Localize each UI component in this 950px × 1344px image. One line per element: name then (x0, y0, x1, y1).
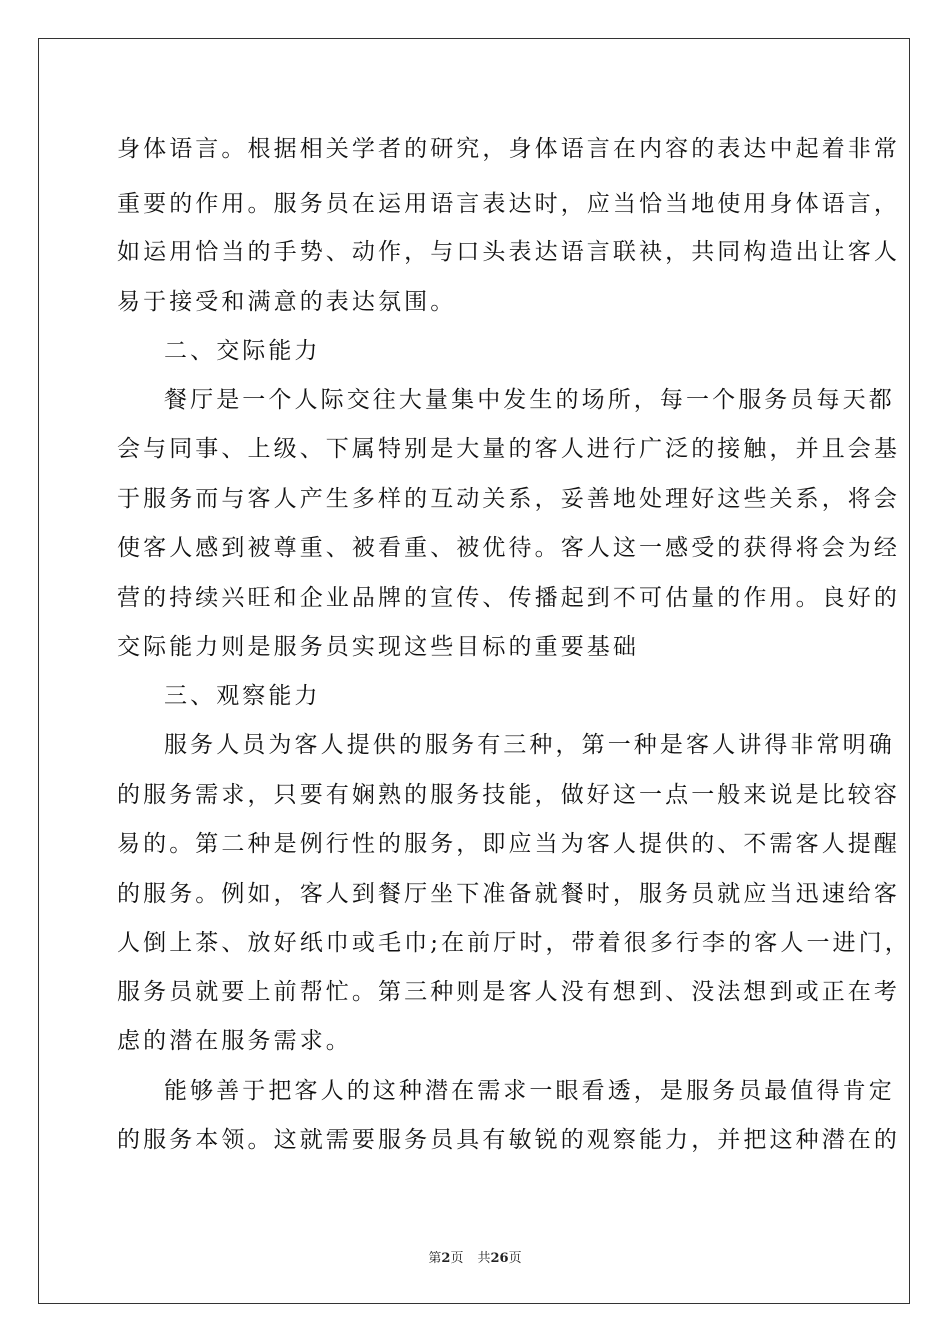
paragraph-line: 能够善于把客人的这种潜在需求一眼看透，是服务员最值得肯定 (164, 1078, 895, 1104)
paragraph-line: 人倒上茶、放好纸巾或毛巾;在前厅时，带着很多行李的客人一进门， (117, 930, 911, 956)
paragraph-line: 易的。第二种是例行性的服务，即应当为客人提供的、不需客人提醒 (117, 831, 900, 857)
paragraph-line: 于服务而与客人产生多样的互动关系，妥善地处理好这些关系，将会 (117, 486, 900, 512)
paragraph-line: 的服务。例如，客人到餐厅坐下准备就餐时，服务员就应当迅速给客 (117, 881, 900, 907)
paragraph-line: 使客人感到被尊重、被看重、被优待。客人这一感受的获得将会为经 (117, 535, 900, 561)
footer-total-number: 26 (490, 1251, 509, 1266)
footer-total-suffix: 页 (508, 1251, 522, 1266)
paragraph-line: 的服务需求，只要有娴熟的服务技能，做好这一点一般来说是比较容 (117, 782, 900, 808)
footer-total-prefix: 共 (477, 1251, 491, 1266)
section-heading-observation: 三、观察能力 (164, 683, 321, 709)
paragraph-line: 身体语言。根据相关学者的研究，身体语言在内容的表达中起着非常 (117, 136, 900, 162)
paragraph-line: 重要的作用。服务员在运用语言表达时，应当恰当地使用身体语言， (117, 191, 900, 217)
page-border (38, 38, 910, 1304)
footer-page-suffix: 页 (450, 1251, 464, 1266)
footer-page-number: 2 (441, 1251, 451, 1266)
paragraph-line: 如运用恰当的手势、动作，与口头表达语言联袂，共同构造出让客人 (117, 239, 900, 265)
paragraph-line: 易于接受和满意的表达氛围。 (117, 289, 457, 315)
footer-page-prefix: 第 (428, 1251, 442, 1266)
paragraph-line: 服务人员为客人提供的服务有三种，第一种是客人讲得非常明确 (164, 732, 895, 758)
paragraph-line: 会与同事、上级、下属特别是大量的客人进行广泛的接触，并且会基 (117, 436, 900, 462)
paragraph-line: 餐厅是一个人际交往大量集中发生的场所，每一个服务员每天都 (164, 387, 895, 413)
section-heading-communication: 二、交际能力 (164, 338, 321, 364)
paragraph-line: 的服务本领。这就需要服务员具有敏锐的观察能力，并把这种潜在的 (117, 1127, 900, 1153)
paragraph-line: 虑的潜在服务需求。 (117, 1028, 352, 1054)
paragraph-line: 服务员就要上前帮忙。第三种则是客人没有想到、没法想到或正在考 (117, 979, 900, 1005)
paragraph-line: 交际能力则是服务员实现这些目标的重要基础 (117, 634, 639, 660)
page-footer (0, 1247, 950, 1266)
paragraph-line: 营的持续兴旺和企业品牌的宣传、传播起到不可估量的作用。良好的 (117, 585, 900, 611)
